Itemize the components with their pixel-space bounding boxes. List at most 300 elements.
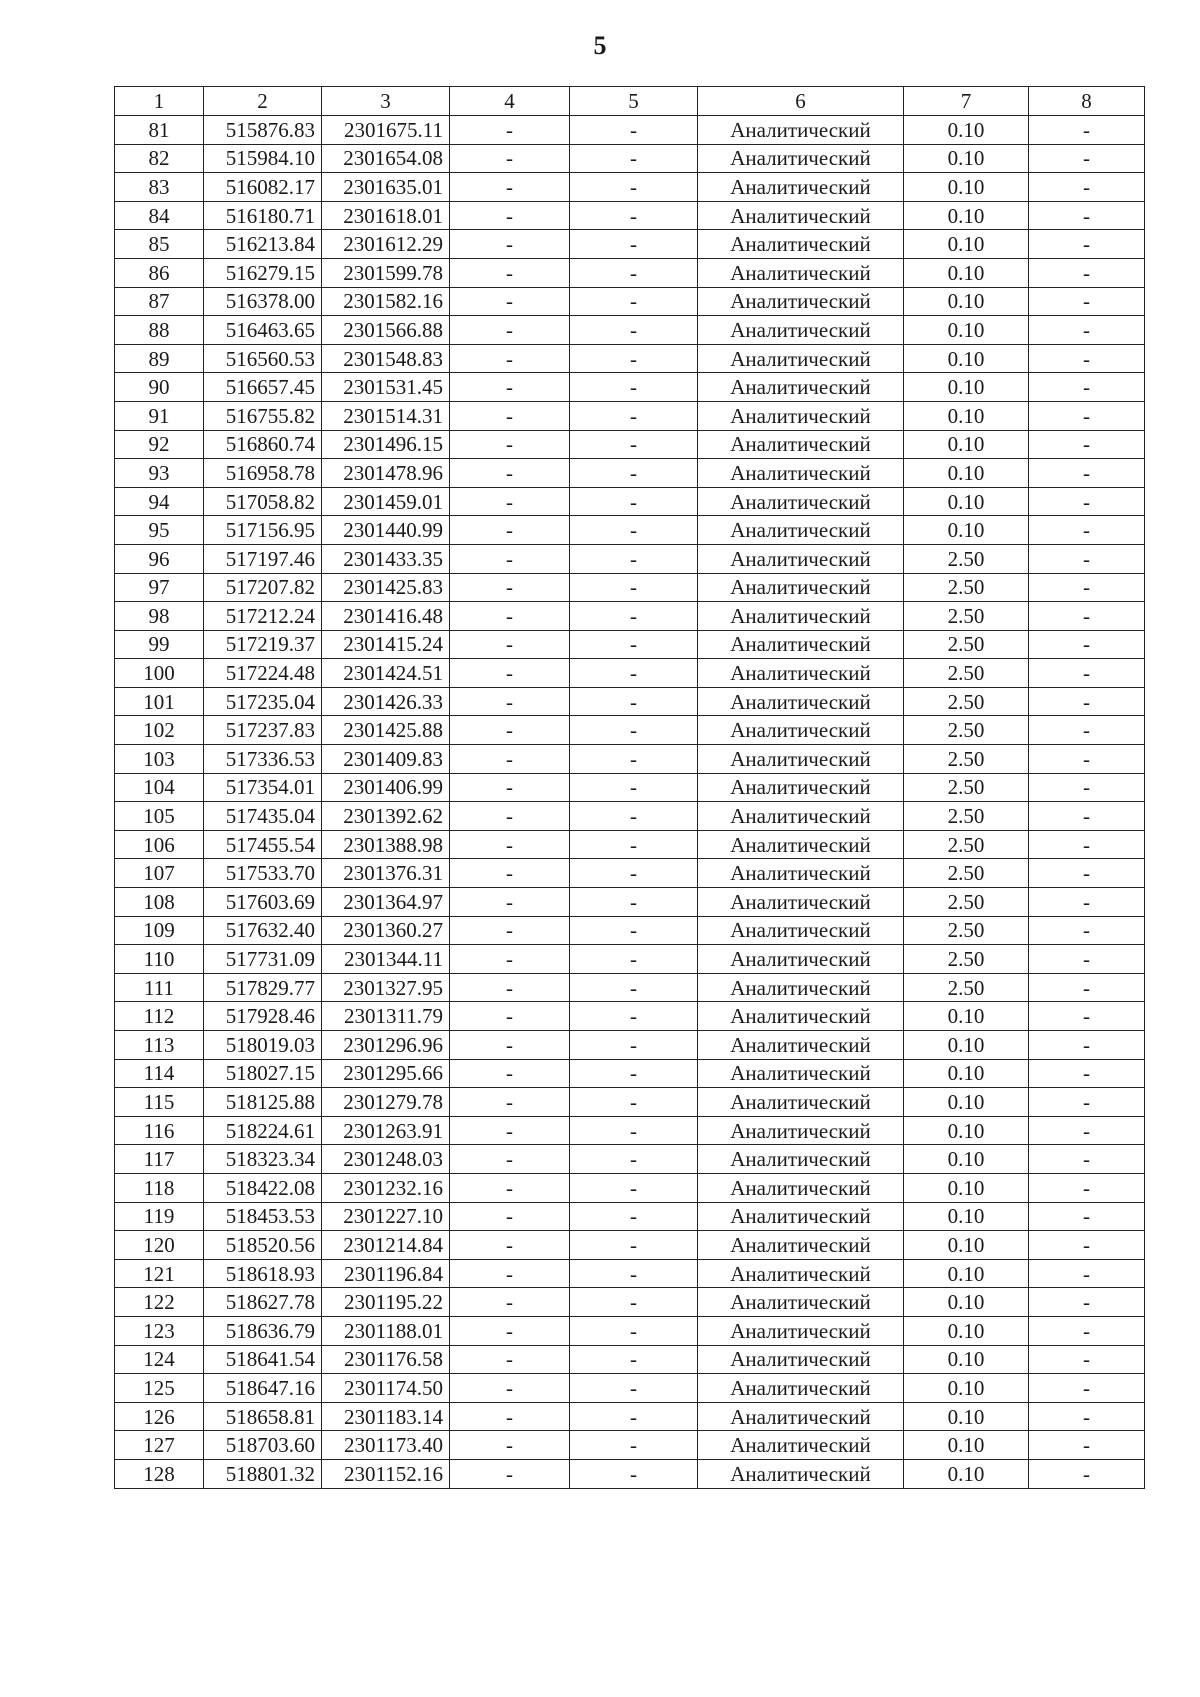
column-8-value-cell: - <box>1029 173 1145 202</box>
coordinate-x-cell: 516279.15 <box>204 258 322 287</box>
coordinate-x-cell: 517928.46 <box>204 1002 322 1031</box>
column-8-value-cell: - <box>1029 687 1145 716</box>
accuracy-value-cell: 2.50 <box>904 945 1029 974</box>
column-4-value-cell: - <box>450 630 570 659</box>
point-number-cell: 108 <box>115 888 204 917</box>
table-row <box>115 830 1145 859</box>
column-8-value-cell: - <box>1029 459 1145 488</box>
column-8-value-cell: - <box>1029 1202 1145 1231</box>
column-5-value-cell: - <box>570 516 698 545</box>
column-5-value-cell: - <box>570 287 698 316</box>
column-4-value-cell: - <box>450 602 570 631</box>
column-8-value-cell: - <box>1029 573 1145 602</box>
table-row <box>115 659 1145 688</box>
coordinate-x-cell: 518323.34 <box>204 1145 322 1174</box>
coordinate-x-cell: 517603.69 <box>204 888 322 917</box>
method-name-cell: Аналитический <box>698 459 904 488</box>
method-name-cell: Аналитический <box>698 1116 904 1145</box>
table-row <box>115 1002 1145 1031</box>
coordinate-y-cell: 2301176.58 <box>322 1345 450 1374</box>
coordinate-x-cell: 518224.61 <box>204 1116 322 1145</box>
point-number-cell: 106 <box>115 830 204 859</box>
coordinate-y-cell: 2301514.31 <box>322 401 450 430</box>
column-4-value-cell: - <box>450 802 570 831</box>
column-8-value-cell: - <box>1029 773 1145 802</box>
column-4-value-cell: - <box>450 1259 570 1288</box>
column-4-value-cell: - <box>450 1145 570 1174</box>
method-name-cell: Аналитический <box>698 544 904 573</box>
column-8-value-cell: - <box>1029 973 1145 1002</box>
table-row <box>115 1088 1145 1117</box>
column-8-value-cell: - <box>1029 602 1145 631</box>
coordinate-y-cell: 2301392.62 <box>322 802 450 831</box>
coordinate-x-cell: 518019.03 <box>204 1031 322 1060</box>
accuracy-value-cell: 0.10 <box>904 1116 1029 1145</box>
method-name-cell: Аналитический <box>698 230 904 259</box>
accuracy-value-cell: 0.10 <box>904 1431 1029 1460</box>
accuracy-value-cell: 0.10 <box>904 344 1029 373</box>
point-number-cell: 95 <box>115 516 204 545</box>
coordinate-x-cell: 518627.78 <box>204 1288 322 1317</box>
method-name-cell: Аналитический <box>698 659 904 688</box>
method-name-cell: Аналитический <box>698 173 904 202</box>
method-name-cell: Аналитический <box>698 316 904 345</box>
coordinate-y-cell: 2301344.11 <box>322 945 450 974</box>
coordinate-y-cell: 2301654.08 <box>322 144 450 173</box>
coordinate-x-cell: 516755.82 <box>204 401 322 430</box>
column-8-value-cell: - <box>1029 144 1145 173</box>
table-row <box>115 1059 1145 1088</box>
coordinate-x-cell: 516860.74 <box>204 430 322 459</box>
coordinate-y-cell: 2301433.35 <box>322 544 450 573</box>
column-4-value-cell: - <box>450 1031 570 1060</box>
column-8-value-cell: - <box>1029 516 1145 545</box>
method-name-cell: Аналитический <box>698 573 904 602</box>
column-8-value-cell: - <box>1029 116 1145 145</box>
column-5-value-cell: - <box>570 487 698 516</box>
column-4-value-cell: - <box>450 258 570 287</box>
coordinate-y-cell: 2301364.97 <box>322 888 450 917</box>
point-number-cell: 91 <box>115 401 204 430</box>
column-5-value-cell: - <box>570 573 698 602</box>
column-5-value-cell: - <box>570 459 698 488</box>
table-row <box>115 287 1145 316</box>
coordinate-x-cell: 518422.08 <box>204 1173 322 1202</box>
coordinate-x-cell: 517455.54 <box>204 830 322 859</box>
coordinate-x-cell: 516463.65 <box>204 316 322 345</box>
method-name-cell: Аналитический <box>698 1231 904 1260</box>
column-header: 1 <box>115 87 204 116</box>
coordinate-y-cell: 2301406.99 <box>322 773 450 802</box>
accuracy-value-cell: 2.50 <box>904 687 1029 716</box>
table-row <box>115 1145 1145 1174</box>
column-5-value-cell: - <box>570 1059 698 1088</box>
coordinate-y-cell: 2301424.51 <box>322 659 450 688</box>
table-row <box>115 344 1145 373</box>
column-8-value-cell: - <box>1029 1059 1145 1088</box>
table-row <box>115 945 1145 974</box>
table-row <box>115 1431 1145 1460</box>
coordinate-x-cell: 516213.84 <box>204 230 322 259</box>
coordinate-x-cell: 516082.17 <box>204 173 322 202</box>
accuracy-value-cell: 0.10 <box>904 1345 1029 1374</box>
method-name-cell: Аналитический <box>698 258 904 287</box>
method-name-cell: Аналитический <box>698 1402 904 1431</box>
coordinate-y-cell: 2301409.83 <box>322 745 450 774</box>
accuracy-value-cell: 0.10 <box>904 1002 1029 1031</box>
column-8-value-cell: - <box>1029 830 1145 859</box>
column-8-value-cell: - <box>1029 888 1145 917</box>
column-4-value-cell: - <box>450 1431 570 1460</box>
coordinate-y-cell: 2301311.79 <box>322 1002 450 1031</box>
method-name-cell: Аналитический <box>698 773 904 802</box>
coordinate-y-cell: 2301415.24 <box>322 630 450 659</box>
coordinate-y-cell: 2301296.96 <box>322 1031 450 1060</box>
column-4-value-cell: - <box>450 1173 570 1202</box>
coordinate-x-cell: 517336.53 <box>204 745 322 774</box>
coordinate-x-cell: 517156.95 <box>204 516 322 545</box>
accuracy-value-cell: 0.10 <box>904 173 1029 202</box>
accuracy-value-cell: 2.50 <box>904 602 1029 631</box>
accuracy-value-cell: 0.10 <box>904 1088 1029 1117</box>
column-8-value-cell: - <box>1029 1316 1145 1345</box>
column-header: 3 <box>322 87 450 116</box>
column-5-value-cell: - <box>570 430 698 459</box>
point-number-cell: 110 <box>115 945 204 974</box>
column-5-value-cell: - <box>570 1431 698 1460</box>
column-8-value-cell: - <box>1029 859 1145 888</box>
column-5-value-cell: - <box>570 1459 698 1488</box>
table-row <box>115 1402 1145 1431</box>
table-row <box>115 973 1145 1002</box>
column-5-value-cell: - <box>570 1345 698 1374</box>
point-number-cell: 97 <box>115 573 204 602</box>
coordinate-x-cell: 516180.71 <box>204 201 322 230</box>
table-row <box>115 1374 1145 1403</box>
point-number-cell: 81 <box>115 116 204 145</box>
coordinate-x-cell: 517224.48 <box>204 659 322 688</box>
method-name-cell: Аналитический <box>698 287 904 316</box>
point-number-cell: 100 <box>115 659 204 688</box>
table-row <box>115 602 1145 631</box>
point-number-cell: 121 <box>115 1259 204 1288</box>
table-row <box>115 516 1145 545</box>
method-name-cell: Аналитический <box>698 401 904 430</box>
point-number-cell: 114 <box>115 1059 204 1088</box>
column-5-value-cell: - <box>570 1002 698 1031</box>
accuracy-value-cell: 0.10 <box>904 201 1029 230</box>
coordinate-y-cell: 2301327.95 <box>322 973 450 1002</box>
coordinate-y-cell: 2301425.83 <box>322 573 450 602</box>
coordinate-y-cell: 2301388.98 <box>322 830 450 859</box>
column-4-value-cell: - <box>450 973 570 1002</box>
point-number-cell: 117 <box>115 1145 204 1174</box>
method-name-cell: Аналитический <box>698 1431 904 1460</box>
method-name-cell: Аналитический <box>698 1145 904 1174</box>
accuracy-value-cell: 2.50 <box>904 916 1029 945</box>
method-name-cell: Аналитический <box>698 1031 904 1060</box>
column-5-value-cell: - <box>570 830 698 859</box>
method-name-cell: Аналитический <box>698 830 904 859</box>
column-5-value-cell: - <box>570 1116 698 1145</box>
method-name-cell: Аналитический <box>698 1288 904 1317</box>
accuracy-value-cell: 0.10 <box>904 1031 1029 1060</box>
point-number-cell: 116 <box>115 1116 204 1145</box>
column-5-value-cell: - <box>570 888 698 917</box>
table-row <box>115 916 1145 945</box>
coordinate-y-cell: 2301496.15 <box>322 430 450 459</box>
column-4-value-cell: - <box>450 1088 570 1117</box>
column-5-value-cell: - <box>570 1145 698 1174</box>
column-5-value-cell: - <box>570 1402 698 1431</box>
coordinate-y-cell: 2301599.78 <box>322 258 450 287</box>
column-header: 5 <box>570 87 698 116</box>
coordinate-x-cell: 517058.82 <box>204 487 322 516</box>
column-5-value-cell: - <box>570 373 698 402</box>
column-8-value-cell: - <box>1029 344 1145 373</box>
accuracy-value-cell: 2.50 <box>904 973 1029 1002</box>
column-4-value-cell: - <box>450 659 570 688</box>
column-4-value-cell: - <box>450 1316 570 1345</box>
method-name-cell: Аналитический <box>698 1345 904 1374</box>
column-8-value-cell: - <box>1029 1431 1145 1460</box>
table-row <box>115 687 1145 716</box>
coordinate-x-cell: 518641.54 <box>204 1345 322 1374</box>
point-number-cell: 107 <box>115 859 204 888</box>
coordinate-y-cell: 2301618.01 <box>322 201 450 230</box>
column-5-value-cell: - <box>570 1088 698 1117</box>
coordinate-y-cell: 2301196.84 <box>322 1259 450 1288</box>
table-row <box>115 716 1145 745</box>
coordinates-table <box>114 86 1145 1489</box>
method-name-cell: Аналитический <box>698 802 904 831</box>
point-number-cell: 98 <box>115 602 204 631</box>
column-8-value-cell: - <box>1029 373 1145 402</box>
column-4-value-cell: - <box>450 916 570 945</box>
column-8-value-cell: - <box>1029 1145 1145 1174</box>
point-number-cell: 102 <box>115 716 204 745</box>
table-row <box>115 316 1145 345</box>
column-4-value-cell: - <box>450 830 570 859</box>
method-name-cell: Аналитический <box>698 1002 904 1031</box>
coordinate-x-cell: 516378.00 <box>204 287 322 316</box>
table-row <box>115 745 1145 774</box>
column-4-value-cell: - <box>450 459 570 488</box>
column-5-value-cell: - <box>570 859 698 888</box>
coordinate-x-cell: 518636.79 <box>204 1316 322 1345</box>
accuracy-value-cell: 0.10 <box>904 258 1029 287</box>
method-name-cell: Аналитический <box>698 859 904 888</box>
point-number-cell: 122 <box>115 1288 204 1317</box>
column-8-value-cell: - <box>1029 916 1145 945</box>
table-row <box>115 1173 1145 1202</box>
point-number-cell: 113 <box>115 1031 204 1060</box>
table-row <box>115 201 1145 230</box>
column-5-value-cell: - <box>570 144 698 173</box>
column-5-value-cell: - <box>570 716 698 745</box>
method-name-cell: Аналитический <box>698 116 904 145</box>
coordinate-y-cell: 2301635.01 <box>322 173 450 202</box>
coordinate-y-cell: 2301675.11 <box>322 116 450 145</box>
column-4-value-cell: - <box>450 173 570 202</box>
column-8-value-cell: - <box>1029 1173 1145 1202</box>
column-4-value-cell: - <box>450 1374 570 1403</box>
column-5-value-cell: - <box>570 401 698 430</box>
point-number-cell: 87 <box>115 287 204 316</box>
accuracy-value-cell: 2.50 <box>904 630 1029 659</box>
coordinate-x-cell: 518618.93 <box>204 1259 322 1288</box>
accuracy-value-cell: 2.50 <box>904 830 1029 859</box>
coordinate-y-cell: 2301279.78 <box>322 1088 450 1117</box>
column-header: 2 <box>204 87 322 116</box>
column-8-value-cell: - <box>1029 1288 1145 1317</box>
column-4-value-cell: - <box>450 201 570 230</box>
coordinate-y-cell: 2301612.29 <box>322 230 450 259</box>
coordinate-y-cell: 2301548.83 <box>322 344 450 373</box>
column-5-value-cell: - <box>570 1259 698 1288</box>
method-name-cell: Аналитический <box>698 373 904 402</box>
column-8-value-cell: - <box>1029 401 1145 430</box>
accuracy-value-cell: 2.50 <box>904 773 1029 802</box>
column-8-value-cell: - <box>1029 716 1145 745</box>
point-number-cell: 112 <box>115 1002 204 1031</box>
coordinate-x-cell: 517207.82 <box>204 573 322 602</box>
column-8-value-cell: - <box>1029 1345 1145 1374</box>
coordinate-x-cell: 516958.78 <box>204 459 322 488</box>
accuracy-value-cell: 2.50 <box>904 716 1029 745</box>
column-8-value-cell: - <box>1029 1031 1145 1060</box>
accuracy-value-cell: 2.50 <box>904 659 1029 688</box>
coordinate-y-cell: 2301188.01 <box>322 1316 450 1345</box>
column-5-value-cell: - <box>570 344 698 373</box>
column-5-value-cell: - <box>570 973 698 1002</box>
column-8-value-cell: - <box>1029 430 1145 459</box>
table-header-row <box>115 87 1145 116</box>
column-8-value-cell: - <box>1029 745 1145 774</box>
column-4-value-cell: - <box>450 1288 570 1317</box>
column-5-value-cell: - <box>570 916 698 945</box>
coordinate-x-cell: 518658.81 <box>204 1402 322 1431</box>
method-name-cell: Аналитический <box>698 144 904 173</box>
accuracy-value-cell: 0.10 <box>904 1259 1029 1288</box>
column-4-value-cell: - <box>450 287 570 316</box>
coordinate-y-cell: 2301248.03 <box>322 1145 450 1174</box>
column-header: 6 <box>698 87 904 116</box>
table-row <box>115 1345 1145 1374</box>
method-name-cell: Аналитический <box>698 1259 904 1288</box>
column-5-value-cell: - <box>570 230 698 259</box>
table-row <box>115 430 1145 459</box>
method-name-cell: Аналитический <box>698 1088 904 1117</box>
column-4-value-cell: - <box>450 859 570 888</box>
table-row <box>115 1231 1145 1260</box>
column-4-value-cell: - <box>450 1345 570 1374</box>
method-name-cell: Аналитический <box>698 630 904 659</box>
column-8-value-cell: - <box>1029 659 1145 688</box>
table-row <box>115 888 1145 917</box>
coordinate-y-cell: 2301152.16 <box>322 1459 450 1488</box>
coordinate-x-cell: 517212.24 <box>204 602 322 631</box>
point-number-cell: 126 <box>115 1402 204 1431</box>
accuracy-value-cell: 0.10 <box>904 430 1029 459</box>
table-row <box>115 1316 1145 1345</box>
column-4-value-cell: - <box>450 401 570 430</box>
column-4-value-cell: - <box>450 573 570 602</box>
point-number-cell: 101 <box>115 687 204 716</box>
table-row <box>115 630 1145 659</box>
column-5-value-cell: - <box>570 630 698 659</box>
column-4-value-cell: - <box>450 745 570 774</box>
table-row <box>115 802 1145 831</box>
column-8-value-cell: - <box>1029 1116 1145 1145</box>
coordinate-y-cell: 2301531.45 <box>322 373 450 402</box>
coordinate-y-cell: 2301195.22 <box>322 1288 450 1317</box>
coordinate-x-cell: 515984.10 <box>204 144 322 173</box>
column-5-value-cell: - <box>570 687 698 716</box>
column-8-value-cell: - <box>1029 1088 1145 1117</box>
point-number-cell: 90 <box>115 373 204 402</box>
accuracy-value-cell: 0.10 <box>904 1316 1029 1345</box>
column-5-value-cell: - <box>570 1316 698 1345</box>
point-number-cell: 88 <box>115 316 204 345</box>
column-8-value-cell: - <box>1029 258 1145 287</box>
table-row <box>115 1259 1145 1288</box>
point-number-cell: 93 <box>115 459 204 488</box>
method-name-cell: Аналитический <box>698 201 904 230</box>
point-number-cell: 99 <box>115 630 204 659</box>
column-4-value-cell: - <box>450 1116 570 1145</box>
page-number: 5 <box>593 31 607 60</box>
column-4-value-cell: - <box>450 945 570 974</box>
coordinate-x-cell: 517235.04 <box>204 687 322 716</box>
column-4-value-cell: - <box>450 1002 570 1031</box>
point-number-cell: 103 <box>115 745 204 774</box>
accuracy-value-cell: 0.10 <box>904 1202 1029 1231</box>
accuracy-value-cell: 2.50 <box>904 544 1029 573</box>
point-number-cell: 84 <box>115 201 204 230</box>
accuracy-value-cell: 0.10 <box>904 373 1029 402</box>
method-name-cell: Аналитический <box>698 1459 904 1488</box>
accuracy-value-cell: 0.10 <box>904 144 1029 173</box>
coordinate-y-cell: 2301478.96 <box>322 459 450 488</box>
table-row <box>115 859 1145 888</box>
accuracy-value-cell: 0.10 <box>904 516 1029 545</box>
point-number-cell: 82 <box>115 144 204 173</box>
coordinate-y-cell: 2301183.14 <box>322 1402 450 1431</box>
accuracy-value-cell: 2.50 <box>904 745 1029 774</box>
point-number-cell: 105 <box>115 802 204 831</box>
point-number-cell: 89 <box>115 344 204 373</box>
column-8-value-cell: - <box>1029 544 1145 573</box>
coordinate-x-cell: 517829.77 <box>204 973 322 1002</box>
table-row <box>115 144 1145 173</box>
table-row <box>115 230 1145 259</box>
coordinate-x-cell: 515876.83 <box>204 116 322 145</box>
point-number-cell: 115 <box>115 1088 204 1117</box>
table-row <box>115 258 1145 287</box>
column-4-value-cell: - <box>450 373 570 402</box>
column-5-value-cell: - <box>570 1231 698 1260</box>
column-5-value-cell: - <box>570 802 698 831</box>
method-name-cell: Аналитический <box>698 516 904 545</box>
method-name-cell: Аналитический <box>698 430 904 459</box>
column-5-value-cell: - <box>570 602 698 631</box>
column-4-value-cell: - <box>450 1231 570 1260</box>
column-4-value-cell: - <box>450 1459 570 1488</box>
method-name-cell: Аналитический <box>698 1374 904 1403</box>
coordinate-x-cell: 517435.04 <box>204 802 322 831</box>
coordinate-x-cell: 517237.83 <box>204 716 322 745</box>
